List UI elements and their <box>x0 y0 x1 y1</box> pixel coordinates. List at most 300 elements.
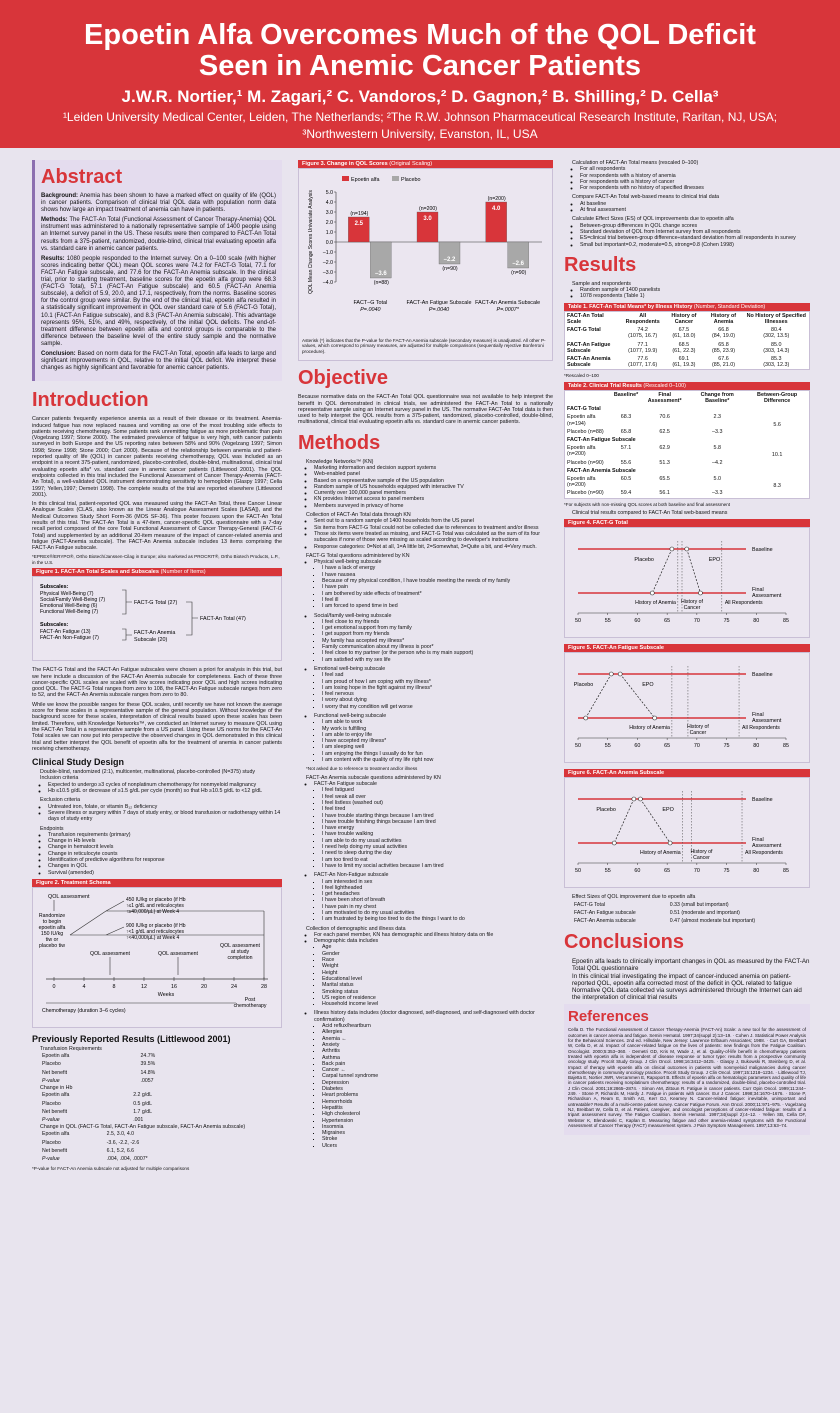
t2-header <box>565 391 612 405</box>
objective-heading: Objective <box>298 367 389 390</box>
methods-item: • FACT-G Total questions administered by KN ◦ Physical well-being subscale ▪ I have a lack of energy ▪ I have nausea ▪ Because of my physical condition, I have trouble meeting the needs of my family ▪ I have pain ▪ I am bothered by side effects of treatment* ▪ I feel ill ▪ I am forced to spend time in bed ◦ Social/family well-being subscale ▪ I feel close to my friends ▪ I get emotional support from my family ▪ I get support from my friends ▪ My family has accepted my illness* ▪ Family communication about my illness is poor* ▪ I feel close to my partner (or the person who is my main support) ▪ I am satisfied with my sex life ◦ Emotional well-being subscale ▪ I feel sad ▪ I am proud of how I am coping with my illness* ▪ I am losing hope in the fight against my illness* ▪ I feel nervous ▪ I worry about dying ▪ I worry that my condition will get worse ◦ Functional well-being subscale ▪ I am able to work ▪ My work is fulfilling ▪ I am able to enjoy life ▪ I have accepted my illness* ▪ I am sleeping well ▪ I am enjoying the things I usually do for fun ▪ I am content with the quality of my life right now <box>306 553 553 764</box>
references-heading: References <box>568 1008 649 1026</box>
figure-2-schema <box>36 891 278 1019</box>
bar-value-label: 4.0 <box>491 206 501 212</box>
question-item: ▪ I get support from my friends <box>322 631 553 637</box>
affiliations-2: ³Northwestern University, Evanston, IL, USA <box>302 127 538 141</box>
week-tick-label: 8 <box>112 983 116 990</box>
x-tick-label: 80 <box>753 743 760 750</box>
design-item: • Double-blind, randomized (2:1), multicenter, multinational, placebo-controlled (N=375) study <box>40 769 282 775</box>
question-item: ▪ I get emotional support from my family <box>322 625 553 631</box>
fig1-total: FACT-An Total (47) <box>200 616 246 623</box>
week-tick-label: 0 <box>52 983 56 990</box>
question-item: ▪ I worry about dying <box>322 697 553 703</box>
question-item: ▪ I feel close to my friends <box>322 619 553 625</box>
bar-value-label: 2.5 <box>354 221 364 227</box>
all-respondents-label: All Respondents <box>745 850 783 857</box>
fig2-randomize-text: tiw or <box>45 936 59 943</box>
illness-item: ▪ Anemia ← <box>322 1036 553 1042</box>
epo-label: EPO <box>642 682 654 689</box>
study-design-heading: Clinical Study Design <box>32 757 125 768</box>
x-tick-label: 75 <box>723 618 730 625</box>
question-item: ▪ I feel tired <box>322 806 553 812</box>
fig2-randomize-text: Randomize <box>38 912 66 919</box>
question-item: ▪ I have pain in my chest <box>322 904 553 910</box>
illness-item: ▪ Hepatitis <box>322 1105 553 1111</box>
methods-item: • FACT-An Anemia subscale questions administered by KN ◦ FACT-An Fatigue subscale ▪ I feel fatigued ▪ I feel weak all over ▪ I feel listless (washed out) ▪ I feel tired ▪ I have trouble starting things because I am tired ▪ I have trouble finishing things because I am tired ▪ I have energy ▪ I have trouble walking ▪ I am able to do my usual activities ▪ I need help doing my usual activities ▪ I need to sleep during the day ▪ I am too tired to eat ▪ I have to limit my social activities because I am tired ◦ FACT-An Non-Fatigue subscale ▪ I am interested in sex ▪ I feel lightheaded ▪ I get headaches ▪ I have been short of breath ▪ I have pain in my chest ▪ I am motivated to do my usual activities ▪ I am frustrated by being too tired to do the things I want to do <box>306 775 553 923</box>
placebo-label: Placebo <box>573 682 594 689</box>
t2-cell: 70.6 <box>659 414 670 421</box>
fig2-dose-text: ↑≥40,000/µL) at Week 4 <box>126 908 180 915</box>
question-item: ▪ I am proud of how I am coping with my illness* <box>322 679 553 685</box>
cancer-label: Cancer <box>689 730 707 737</box>
final-label: Final <box>752 712 764 719</box>
fig3-note: Asterisk (*) indicates that the P-value for the FACT-An Anemia subscale (secondary measure) is unadjusted. All other P-values, which correspond to primary measures, are adjusted for multiple comparisons (sequentially rejective Bonferroni procedure). <box>302 338 546 354</box>
fig2-qol-week4: QOL assessment <box>90 950 130 957</box>
demographic-item: ▪ Marital status <box>322 982 553 988</box>
question-item: ▪ Because of my physical condition, I have trouble meeting the needs of my family <box>322 578 553 584</box>
figure-3-chart <box>302 172 548 332</box>
bar-n-label: (n=200) <box>487 196 506 202</box>
data-point <box>584 716 588 720</box>
final-label: Final <box>752 837 764 844</box>
question-item: ▪ I am bothered by side effects of treatment* <box>322 591 553 597</box>
data-point <box>670 547 674 551</box>
data-point <box>653 716 657 720</box>
baseline-label: Baseline <box>752 672 773 679</box>
question-item: ▪ I need to sleep during the day <box>322 850 553 856</box>
fig3-ylabel: QOL Mean Change Scores Univariate Analysis <box>308 190 314 294</box>
t2-cell: 51.3 <box>659 459 670 466</box>
x-tick-label: 65 <box>664 618 671 625</box>
pvalue-label: P=.0007* <box>496 307 519 313</box>
anemia-label: History of Anemia <box>635 600 676 607</box>
pvalue-label: P=.0040 <box>360 307 381 313</box>
week-tick-label: 28 <box>261 983 267 990</box>
t1-header: All Respondents <box>625 312 660 325</box>
y-tick-label: 5.0 <box>325 189 333 196</box>
pvalue-label: P=.0040 <box>428 307 450 313</box>
conclusion-item: • Epoetin alfa leads to clinically important changes in QOL as measured by the FACT-An Total QOL questionnaire <box>572 958 810 972</box>
results-heading: Results <box>564 253 637 276</box>
bar-n-label: (n=90) <box>442 266 458 272</box>
t2-header: Between-Group Difference <box>757 391 798 404</box>
t2-diff: 10.1 <box>771 452 783 459</box>
fig1-subscale: FACT-An Non-Fatigue (7) <box>40 635 99 642</box>
t2-cell: 5.8 <box>713 445 721 452</box>
question-item: ▪ I have trouble walking <box>322 831 553 837</box>
illness-item: ▪ Diabetes <box>322 1086 553 1092</box>
data-point <box>612 841 616 845</box>
x-tick-label: 75 <box>723 743 730 750</box>
figure-5 <box>564 652 810 763</box>
y-tick-label: –4.0 <box>322 279 333 286</box>
epo-line <box>640 799 670 843</box>
question-item: ▪ I am interested in sex <box>322 879 553 885</box>
table-row: FACT-An Fatigue Subscale 77.1 (1077, 19.9) 68.5 (61, 22.3) 65.8 (85, 23.9) 85.0 (303, 14.3) <box>567 341 790 354</box>
abstract-box <box>32 160 282 381</box>
table-1-title: Table 1. FACT-An Total Means* by Illness History (Number, Standard Deviation) <box>564 303 810 311</box>
methods-note: *Not asked due to reference to treatment and/or illness <box>306 766 418 772</box>
t2-cell: 5.0 <box>713 476 721 483</box>
question-item: ▪ I worry that my condition will get worse <box>322 704 553 710</box>
question-item: ▪ I feel listless (washed out) <box>322 800 553 806</box>
methods-item: • Collection of FACT-An Total data through KN ◦ Sent out to a random sample of 1400 households from the US panel ◦ Six items from FACT-G Total could not be collected due to references to treatment and/or illness ◦ Those six items were treated as missing, and FACT-G Total was calculated as the sum of its four subscales if none of those were missing as scaled according to developer's instructions ◦ Response categories: 0=Not at all, 1=A little bit, 2=Somewhat, 3=Quite a bit, and 4=Very much. <box>306 512 553 550</box>
demographic-item: ▪ Height <box>322 970 553 976</box>
methods-subitem: ◦ Currently over 100,000 panel members <box>314 490 553 496</box>
fig2-randomize-text: to begin <box>42 918 62 925</box>
placebo-label: Placebo <box>596 807 616 814</box>
fig2-weeks-label: Weeks <box>157 991 175 998</box>
column-middle <box>298 160 553 1403</box>
illness-item: ▪ Anxiety <box>322 1042 553 1048</box>
t2-cell: –3.3 <box>711 490 723 497</box>
endpoint-item: ◦ Identification of predictive algorithms for response <box>48 857 282 863</box>
y-tick-label: –2.0 <box>322 259 333 266</box>
illness-item: ▪ Carpal tunnel syndrome <box>322 1073 553 1079</box>
demographic-item: ▪ Gender <box>322 951 553 957</box>
y-tick-label: –3.0 <box>322 269 333 276</box>
question-item: ▪ I feel close to my partner (or the person who is my main support) <box>322 650 553 656</box>
fig1-subscale: Emotional Well-Being (6) <box>40 603 98 610</box>
illness-item: ▪ Asthma <box>322 1055 553 1061</box>
fig2-qol-week12: QOL assessment <box>158 950 198 957</box>
all-respondents-label: All Respondents <box>742 725 780 732</box>
illness-item: ▪ High cholesterol <box>322 1111 553 1117</box>
week-tick-label: 24 <box>231 983 237 990</box>
placebo-line <box>614 799 634 843</box>
data-point <box>618 672 622 676</box>
illness-item: ▪ Allergies <box>322 1029 553 1035</box>
bar-n-label: (n=88) <box>373 280 389 286</box>
demographic-item: ▪ Household income level <box>322 1001 553 1007</box>
intro-paragraph-4: While we know the possible ranges for these QOL scales, until recently we have not known the average score for these scales in a representative sample of the general population. Without knowledge of the background score for these scales, interpretation of clinical results based upon these scales has been limited. Therefore, with Knowledge Networks™, we conducted an Internet survey to measure QOL using the FACT-An Total in a representative sample from a US panel. Using these US norms for the FACT-An Total scales we can now put into perspective the observed changes in QOL demonstrated in this clinical trial and better interpret the QOL benefit of epoetin alfa for the treatment of anemia in cancer patients receiving chemotherapy. <box>32 701 282 752</box>
epo-label: EPO <box>708 557 721 564</box>
methods-subitem: ◦ Illness history data includes (doctor diagnosed, self-diagnosed, and self-diagnosed with doctor confirmation) ▪ Acid reflux/heartburn ▪ Allergies ▪ Anemia ← ▪ Anxiety ▪ Arthritis ▪ Asthma ▪ Back pain ▪ Cancer ← ▪ Carpal tunnel syndrome ▪ Depression ▪ Diabetes ▪ Heart problems ▪ Hemorrhoids ▪ Hepatitis ▪ High cholesterol ▪ Hypertension ▪ Insomnia ▪ Migraines ▪ Stroke ▪ Ulcers <box>314 1010 553 1149</box>
anemia-label: History of Anemia <box>639 850 681 857</box>
table-row <box>565 436 809 444</box>
figure-2-title: Figure 2. Treatment Schema <box>32 879 282 887</box>
baseline-label: Baseline <box>752 547 773 554</box>
x-tick-label: 60 <box>634 868 641 875</box>
legend-label-epoetin: Epoetin alfa <box>351 177 380 183</box>
methods-subitem: ◦ Sent out to a random sample of 1400 households from the US panel <box>314 518 553 524</box>
question-item: ▪ I have accepted my illness* <box>322 738 553 744</box>
question-item: ▪ I am enjoying the things I usually do for fun <box>322 751 553 757</box>
figure-1 <box>32 576 282 661</box>
data-point <box>638 797 642 801</box>
methods-item: • Collection of demographic and illness data ◦ For each panel member, KN has demographic and illness history data on file ◦ Demographic data includes ▪ Age ▪ Gender ▪ Race ▪ Weight ▪ Height ▪ Educational level ▪ Marital status ▪ Smoking status ▪ US region of residence ▪ Household income level ◦ Illness history data includes (doctor diagnosed, self-diagnosed, and self-diagnosed with doctor confirmation) ▪ Acid reflux/heartburn ▪ Allergies ▪ Anemia ← ▪ Anxiety ▪ Arthritis ▪ Asthma ▪ Back pain ▪ Cancer ← ▪ Carpal tunnel syndrome ▪ Depression ▪ Diabetes ▪ Heart problems ▪ Hemorrhoids ▪ Hepatitis ▪ High cholesterol ▪ Hypertension ▪ Insomnia ▪ Migraines ▪ Stroke ▪ Ulcers <box>306 926 553 1149</box>
illness-item: ▪ Acid reflux/heartburn <box>322 1023 553 1029</box>
methods-list <box>298 459 553 1149</box>
data-point <box>609 672 613 676</box>
t2-header: Baseline* <box>613 391 639 398</box>
figure-6-title: Figure 6. FACT-An Anemia Subscale <box>564 769 810 777</box>
t2-cell: Placebo (n=90) <box>567 459 604 466</box>
week-tick-label: 16 <box>171 983 177 990</box>
x-tick-label: 50 <box>575 618 581 625</box>
effect-size-list: • Effect Sizes of QOL improvement due to epoetin alfa FACT-G Total 0.33 (small but important) FACT-An Fatigue subscale 0.51 (moderate and important) FACT-An Anemia subscale 0.47 (almost moderate but important) <box>564 894 810 925</box>
fig1-anemia-subscale: FACT-An Anemia <box>134 630 176 637</box>
column-left <box>32 160 282 1403</box>
fig2-randomize-text: placebo tiw <box>39 942 65 949</box>
question-item: ▪ I am losing hope in the fight against my illness* <box>322 685 553 691</box>
question-item: ▪ I have been short of breath <box>322 897 553 903</box>
x-tick-label: 70 <box>693 618 700 625</box>
prev-transfusion: Transfusion Requirements <box>40 1045 102 1052</box>
figure-4-title: Figure 4. FACT-G Total <box>564 519 810 527</box>
bar-n-label: (n=194) <box>350 211 369 217</box>
illness-item: ▪ Hemorrhoids <box>322 1099 553 1105</box>
question-item: ▪ I am able to enjoy life <box>322 732 553 738</box>
x-tick-label: 60 <box>634 618 641 625</box>
demographic-item: ▪ Race <box>322 957 553 963</box>
t2-cell: Placebo (n=90) <box>567 490 604 497</box>
t2-cell: 68.3 <box>620 414 632 421</box>
x-tick-label: 85 <box>783 618 789 625</box>
fig2-qol-final: QOL assessment <box>220 942 260 949</box>
t2-cell: 65.5 <box>659 476 670 483</box>
illness-item: ▪ Migraines <box>322 1130 553 1136</box>
category-label: FACT-An Fatigue Subscale <box>406 300 472 306</box>
t1-header: No History of Specified Illnesses <box>746 312 806 325</box>
cancer-label: History of <box>690 849 713 856</box>
x-tick-label: 60 <box>634 743 641 750</box>
table-2-title: Table 2. Clinical Trial Results (Rescaled 0–100) <box>564 382 810 390</box>
y-tick-label: –1.0 <box>322 249 333 256</box>
x-tick-label: 55 <box>604 618 611 625</box>
fig1-factg-total: FACT-G Total (27) <box>134 600 178 607</box>
x-tick-label: 50 <box>575 868 581 875</box>
t2-header: Final Assessment* <box>647 391 682 404</box>
x-tick-label: 65 <box>664 868 671 875</box>
figure-2 <box>32 887 282 1028</box>
design-subitem: ◦ Untreated iron, folate, or vitamin B₁₂ deficiency <box>48 804 282 810</box>
illness-item: ▪ Depression <box>322 1080 553 1086</box>
t2-group-name: FACT-G Total <box>567 406 601 413</box>
endpoint-item: ◦ Transfusion requirements (primary) <box>48 832 282 838</box>
placebo-line <box>652 549 672 593</box>
x-tick-label: 75 <box>723 868 730 875</box>
cancer-label: History of <box>686 724 709 731</box>
epo-label: EPO <box>662 807 674 814</box>
design-item: • Exclusion criteria ◦ Untreated iron, folate, or vitamin B₁₂ deficiency ◦ Severe illness or surgery within 7 days of study entry, or blood transfusion or radiotherapy within 14 days of study entry <box>40 797 282 822</box>
t2-cell: –4.2 <box>711 459 723 466</box>
bar-value-label: –2.2 <box>443 257 456 263</box>
question-item: ▪ I need help doing my usual activities <box>322 844 553 850</box>
intro-footnote: *EPREX®/ERYPO®, Ortho Biotech/Janssen-Cilag in Europe; also marketed as PROCRIT®, Ortho Biotech Products, L.P., in the U.S. <box>32 554 280 565</box>
prev-qol-table: Epoetin alfa 2.5, 3.0, 4.0 Placebo -3.6, -2.2, -2.6 Net benefit 6.1, 5.2, 6.6 P-value .004, .004, .0007* <box>42 1131 148 1163</box>
y-tick-label: 2.0 <box>325 219 333 226</box>
fig2-post-label: Post <box>244 996 256 1003</box>
methods-subitem: ◦ Marketing information and decision support systems <box>314 465 553 471</box>
bar-value-label: –3.6 <box>374 271 387 277</box>
data-point <box>685 547 689 551</box>
question-item: ▪ I am forced to spend time in bed <box>322 603 553 609</box>
design-item: • Endpoints ◦ Transfusion requirements (primary) ◦ Change in Hb levels ◦ Change in hematocrit levels ◦ Change in reticulocyte counts ◦ Identification of predictive algorithms for response ◦ Changes in QOL ◦ Survival (amended) <box>40 826 282 876</box>
column-right <box>564 160 810 1403</box>
question-item: ▪ I feel sad <box>322 672 553 678</box>
table-row <box>565 413 809 427</box>
methods-heading: Methods <box>298 431 381 454</box>
methods-subscale: ◦ FACT-An Non-Fatigue subscale ▪ I am interested in sex ▪ I feel lightheaded ▪ I get headaches ▪ I have been short of breath ▪ I have pain in my chest ▪ I am motivated to do my usual activities ▪ I am frustrated by being too tired to do the things I want to do <box>314 872 553 922</box>
epo-line <box>620 674 654 718</box>
poster-header <box>0 0 840 148</box>
category-label: FACT-An Anemia Subscale <box>475 300 541 306</box>
question-item: ▪ I feel fatigued <box>322 787 553 793</box>
baseline-label: Baseline <box>752 797 773 804</box>
question-item: ▪ I am sleeping well <box>322 744 553 750</box>
demographic-item: ▪ US region of residence <box>322 995 553 1001</box>
fig1-subscale: Functional Well-Being (7) <box>40 609 99 616</box>
t2-cell: Placebo (n=88) <box>567 428 604 435</box>
legend-label-placebo: Placebo <box>401 177 421 183</box>
question-item: ▪ I am frustrated by being too tired to do the things I want to do <box>322 916 553 922</box>
legend-swatch-epoetin <box>342 176 349 181</box>
t2-cell: Epoetin alfa (n=200) <box>567 445 596 458</box>
demographic-item: ▪ Educational level <box>322 976 553 982</box>
t2-cell: 57.1 <box>620 445 632 452</box>
t2-group-name: FACT-An Fatigue Subscale <box>567 437 636 443</box>
figure-5-title: Figure 5. FACT-An Fatigue Subscale <box>564 644 810 652</box>
anemia-label: History of Anemia <box>629 725 670 732</box>
x-tick-label: 80 <box>753 868 760 875</box>
fig2-qol-final: at study <box>230 948 250 955</box>
placebo-line <box>586 674 612 718</box>
question-item: ▪ I have to limit my social activities because I am tired <box>322 863 553 869</box>
intro-paragraph-1: Cancer patients frequently experience anemia as a result of their disease or its treatment. Anemia-induced fatigue has now replaced nausea and vomiting as one of the most troubling side effects to patients receiving chemotherapy. Some patients rank unremitting fatigue as more problematic than pain (Vogelzang 1997; Stone 2000). The estimated prevalence of fatigue is very high, with cancer patients surveyed in both Europe and the US reporting rates between 58% and 90% (Vogelzang 1997; Simon 1998; Stone 1998; Stone 2000; Curt 2000). Because of the relationship between anemia and patient-reported quality of life (QOL) in cancer patients receiving chemotherapy, QOL was included as an endpoint in a recent 375-patient, randomized, placebo-controlled, double-blind, multinational, clinical trial evaluating epoetin alfa* vs. standard care in anemic cancer patients (Littlewood 2001). The QOL endpoints collected in this trial included the Functional Assessment of Cancer Therapy-Anemia (FACT-An Total), a well-validated QOL instrument demonstrating sensitivity to hemoglobin (Glaspy 1997; Cella 1997; Yellen,1997; Demetri 1998). The complete results of the trial are reported elsewhere (Littlewood 2001). <box>32 416 282 498</box>
data-point <box>650 591 654 595</box>
table-row <box>565 467 809 475</box>
placebo-label: Placebo <box>634 557 654 564</box>
illness-item: ▪ Ulcers <box>322 1143 553 1149</box>
category-label: FACT–G Total <box>353 300 388 306</box>
fig2-qol-final: completion <box>227 954 253 961</box>
conclusions-list <box>564 958 810 1001</box>
question-item: ▪ I have nausea <box>322 572 553 578</box>
figure-4 <box>564 527 810 638</box>
fig1-subscale: Social/Family Well-Being (7) <box>40 597 106 604</box>
endpoint-item: ◦ Change in hematocrit levels <box>48 844 282 850</box>
t2-cell: 2.3 <box>713 414 721 421</box>
illness-item: ▪ Insomnia <box>322 1124 553 1130</box>
question-item: ▪ I have energy <box>322 825 553 831</box>
table-2-bullet: • Clinical trial results compared to FACT-An Total web-based means <box>564 510 810 516</box>
data-point <box>632 797 636 801</box>
figure-4-chart <box>568 531 806 629</box>
abstract-conclusion: Conclusion: Based on norm data for the FACT-An Total, epoetin alfa leads to large and significant improvements in QOL, relative to the initial QOL deficit. We interpret these changes as highly significant and favorable for anemic cancer patients. <box>41 350 276 372</box>
methods-subscale: ◦ Physical well-being subscale ▪ I have a lack of energy ▪ I have nausea ▪ Because of my physical condition, I have trouble meeting the needs of my family ▪ I have pain ▪ I am bothered by side effects of treatment* ▪ I feel ill ▪ I am forced to spend time in bed <box>314 559 553 609</box>
poster-title <box>0 0 840 82</box>
bar-n-label: (n=90) <box>511 270 527 276</box>
design-item: • Inclusion criteria ◦ Expected to undergo ≥3 cycles of nonplatinum chemotherapy for nonmyeloid malignancy ◦ Hb ≤10.5 g/dL or decrease of ≥1.5 g/dL per cycle (month) so that Hb ≥10.5 g/dL to <12 g/dL <box>40 775 282 794</box>
bar-value-label: 3.0 <box>423 216 432 222</box>
fig1-subscales-heading: Subscales: <box>40 584 69 591</box>
endpoint-item: ◦ Change in Hb levels <box>48 838 282 844</box>
x-tick-label: 70 <box>693 868 700 875</box>
illness-item: ▪ Heart problems <box>322 1092 553 1098</box>
table-2-note: *For subjects with non-missing QOL scores at both baseline and final assessment <box>564 501 731 507</box>
y-tick-label: 4.0 <box>325 199 333 206</box>
t2-cell: –3.3 <box>711 428 723 435</box>
methods-subitem: ◦ Based on a representative sample of the US population <box>314 478 553 484</box>
question-item: ▪ I feel ill <box>322 597 553 603</box>
table-row: FACT-G Total 74.2 (1075, 16.7) 67.5 (61, 18.0) 66.8 (84, 19.0) 80.4 (302, 13.5) <box>567 327 790 340</box>
y-tick-label: 1.0 <box>325 229 333 236</box>
fig2-dose-text: ↑<40,000/µL) at Week 4 <box>126 934 180 941</box>
x-tick-label: 85 <box>783 743 789 750</box>
bar-value-label: –2.6 <box>512 261 525 267</box>
design-subitem: ◦ Severe illness or surgery within 7 days of study entry, or blood transfusion or radiotherapy within 14 days of study entry <box>48 810 282 823</box>
table-1 <box>564 311 810 371</box>
t1-header: History of Cancer <box>671 312 697 325</box>
calculation-list: • Calculation of FACT-An Total means (rescaled 0–100) ◦ For all respondents ◦ For respondents with a history of anemia ◦ For respondents with a history of cancer ◦ For respondents with no history of specified illnesses • Compare FACT-An Total web-based means to clinical trial data ◦ At baseline ◦ At final assessment • Calculate Effect Sizes (ES) of QOL improvements due to epoetin alfa ◦ Between-group differences in QOL change scores ◦ Standard deviation of QOL from Internet survey from all respondents ◦ ES=clinical trial between-group difference÷standard deviation from all respondents in survey ◦ Small but important=0.2, moderate=0.5, strong=0.8 (Cohen 1998) <box>564 160 810 248</box>
table-row <box>565 405 809 413</box>
abstract-results: Results: 1080 people responded to the Internet survey. On a 0–100 scale (with higher scores indicating better QOL) mean QOL scores were 74.2 for FACT-G Total, 77.1 for FACT-An Fatigue subscale, and 77.6 for the FACT-An Anemia subscale. In the clinical trial, prior to starting treatment, baseline scores for the epoetin alfa group were 68.3 (FACT-G Total), 57.1 (FACT-An Fatigue subscale) and 60.5 (FACT-An Anemia subscale), a deficit of 5.9, 20.0, and 17.1, respectively, from the norms. Baseline scores for the control group were similar. By the end of the clinical trial, epoetin alfa resulted in a statistically significant improvement in QOL over standard care of 5.6 (FACT-G Total), 10.1 (FACT-An Fatigue subscale), and 8.3 (FACT-An Anemia subscale). This advantage represents 95%, 51%, and 49%, respectively, of the initial QOL deficits. The end-of-treatment difference between epoetin alfa and control groups is comparable to the difference between the baseline level of the entire study sample and the normative sample. <box>41 255 276 347</box>
endpoint-item: ◦ Change in reticulocyte counts <box>48 851 282 857</box>
references-box <box>564 1004 810 1135</box>
methods-item: • Knowledge Networks™ (KN) ◦ Marketing information and decision support systems ◦ Web-enabled panel ◦ Based on a representative sample of the US population ◦ Random sample of US households equipped with interactive TV ◦ Currently over 100,000 panel members ◦ KN provides Internet access to panel members ◦ Members surveyed in privacy of home <box>306 459 553 509</box>
previous-results-list <box>32 1046 282 1163</box>
question-item: ▪ I have trouble finishing things because I am tired <box>322 819 553 825</box>
figure-3-title: Figure 3. Change in QOL Scores (Original Scaling) <box>298 160 553 168</box>
question-item: ▪ Family communication about my illness is poor* <box>322 644 553 650</box>
final-label: Assessment <box>752 718 782 725</box>
study-design-list <box>32 769 282 876</box>
question-item: ▪ I have trouble starting things because I am tired <box>322 813 553 819</box>
demographic-item: ▪ Weight <box>322 963 553 969</box>
data-point <box>668 841 672 845</box>
cancer-label: Cancer <box>693 855 710 862</box>
t2-cell: 62.5 <box>659 428 670 435</box>
epo-line <box>687 549 701 593</box>
x-tick-label: 70 <box>693 743 700 750</box>
methods-subscale: ◦ Functional well-being subscale ▪ I am able to work ▪ My work is fulfilling ▪ I am able to enjoy life ▪ I have accepted my illness* ▪ I am sleeping well ▪ I am enjoying the things I usually do for fun ▪ I am content with the quality of my life right now <box>314 713 553 763</box>
figure-3 <box>298 168 553 361</box>
abstract-background: Background: Anemia has been shown to have a marked effect on quality of life (QOL) in cancer patients. Comparison of clinical trial QOL data with population norm data shows how large an impact treatment of anemia can have in patients. <box>41 193 276 214</box>
question-item: ▪ I have pain <box>322 584 553 590</box>
x-tick-label: 50 <box>575 743 581 750</box>
figure-1-title: Figure 1. FACT-An Total Scales and Subscales (Number of Items) <box>32 568 282 576</box>
final-label: Assessment <box>752 593 782 600</box>
methods-subitem: ◦ For each panel member, KN has demographic and illness history data on file <box>314 932 553 938</box>
x-tick-label: 85 <box>783 868 789 875</box>
previous-results-heading: Previously Reported Results (Littlewood 2001) <box>32 1033 231 1044</box>
prev-hb-table: Epoetin alfa 2.2 g/dL Placebo 0.5 g/dL Net benefit 1.7 g/dL P-value .001 <box>42 1092 152 1123</box>
question-item: ▪ I feel nervous <box>322 691 553 697</box>
methods-subitem: ◦ Demographic data includes ▪ Age ▪ Gender ▪ Race ▪ Weight ▪ Height ▪ Educational level ▪ Marital status ▪ Smoking status ▪ US region of residence ▪ Household income level <box>314 938 553 1007</box>
references-text: Cella D. The Functional Assessment of Cancer Therapy-Anemia (FACT-An) Scale: a new tool for the assessment of outcomes in cancer anemia and fatigue. Semin Hematol. 1997;34(suppl 2):13–19. · Cohen J. Statistical Power Analysis for the Behavioral Sciences. 2nd ed. Hillsdale, New Jersey: Lawrence Erlbaum Associates; 1988. · Curt GA, Breitbart W, Cella D, et al. Impact of cancer-related fatigue on the lives of patients: new findings from the Fatigue Coalition. Oncologist. 2000;5:353–360. · Demetri GD, Kris M, Wade J, et al. Quality-of-life benefit in chemotherapy patients treated with epoetin alfa is independent of disease response or tumor type: results from a prospective community oncology study. Procrit Study Group. J Clin Oncol. 1998;16:3412–3425. · Glaspy J, Bukowski R, Steinberg D, et al. Impact of therapy with epoetin alfa on clinical outcomes in patients with nonmyeloid malignancies during cancer chemotherapy in community oncology practice. Procrit Study Group. J Clin Oncol. 1997;15:1218–1234. · Littlewood TJ, Bajetta E, Nortier JWR, Vercammen E, Rapoport B. Effects of epoetin alfa on hematologic parameters and quality of life in cancer patients receiving nonplatinum chemotherapy: results of a randomized, double-blind, placebo-controlled trial. J Clin Oncol. 2001;19:2865–2874. · Simon AM, Zittoun R. Fatigue in cancer patients. Curr Opin Oncol. 1999;11:244–249. · Stone P, Richards M, Hardy J. Fatigue in patients with cancer. Eur J Cancer. 1998;34:1670–1676. · Stone P, Richardson A, Ream E, Smith AG, Kerr DJ, Kearney N. Cancer-related fatigue: inevitable, unimportant and untreatable? Results of a multi-centre patient survey. Cancer Fatigue Forum. Ann Oncol. 2000;11:971–975. · Vogelzang NJ, Breitbart W, Cella D, et al. Patient, caregiver, and oncologist perceptions of cancer-related fatigue: results of a tripart assessment survey. The Fatigue Coalition. Semin Hematol. 1997;34(suppl 2):4–12. · Yellen SB, Cella DF, Webster K, Blendowski C, Kaplan E. Measuring fatigue and other anemia-related symptoms with the Functional Assessment of Cancer Therapy (FACT) measurement system. J Pain Symptom Management. 1997;13:63–74. <box>568 1027 806 1128</box>
cancer-label: Cancer <box>683 605 701 612</box>
question-item: ▪ I am motivated to do my usual activities <box>322 910 553 916</box>
table-row <box>565 444 809 458</box>
x-tick-label: 65 <box>664 743 671 750</box>
fig2-dose-text: ↑<1 g/dL and reticulocytes <box>126 928 185 935</box>
prev-qol: Change in QOL (FACT-G Total, FACT-An Fatigue subscale, FACT-An Anemia subscale) <box>40 1124 246 1131</box>
question-item: ▪ I am too tired to eat <box>322 857 553 863</box>
y-tick-label: 0.0 <box>325 239 333 246</box>
legend-swatch-placebo <box>392 176 399 181</box>
t2-diff: 8.3 <box>773 483 781 490</box>
intro-paragraph-2: In this clinical trial, patient-reported QOL was measured using the FACT-An Total, three Cancer Linear Analogue Scales (CLAS, also known as the Linear Analogue Assessment Scales [LASA]), and the Medical Outcomes Study Short Form-36 (MOS SF-36). This poster focuses upon the FACT-An Total results of this trial. The FACT-An Total is a 47-item, cancer-specific QOL questionnaire with a 7-day recall period composed of the core Total Functional Assessment of Cancer Therapy-General (FACT-G Total) and supplemented by an additional 20-item measure of the impact of cancer-related anemia and fatigue (FACT-Anemia subscale). The FACT-An Anemia subscale includes 13 items comprising the FACT-An Fatigue subscale. <box>32 501 282 552</box>
cancer-label: History of <box>681 599 703 606</box>
methods-subitem: ◦ Response categories: 0=Not at all, 1=A little bit, 2=Somewhat, 3=Quite a bit, and 4=Very much. <box>314 544 553 550</box>
results-list: • Sample and respondents ◦ Random sample of 1400 panelists ◦ 1078 respondents (Table 1) <box>564 281 810 300</box>
question-item: ▪ I feel weak all over <box>322 794 553 800</box>
figure-1-diagram <box>36 580 276 652</box>
methods-subitem: ◦ Members surveyed in privacy of home <box>314 503 553 509</box>
x-tick-label: 55 <box>604 868 611 875</box>
